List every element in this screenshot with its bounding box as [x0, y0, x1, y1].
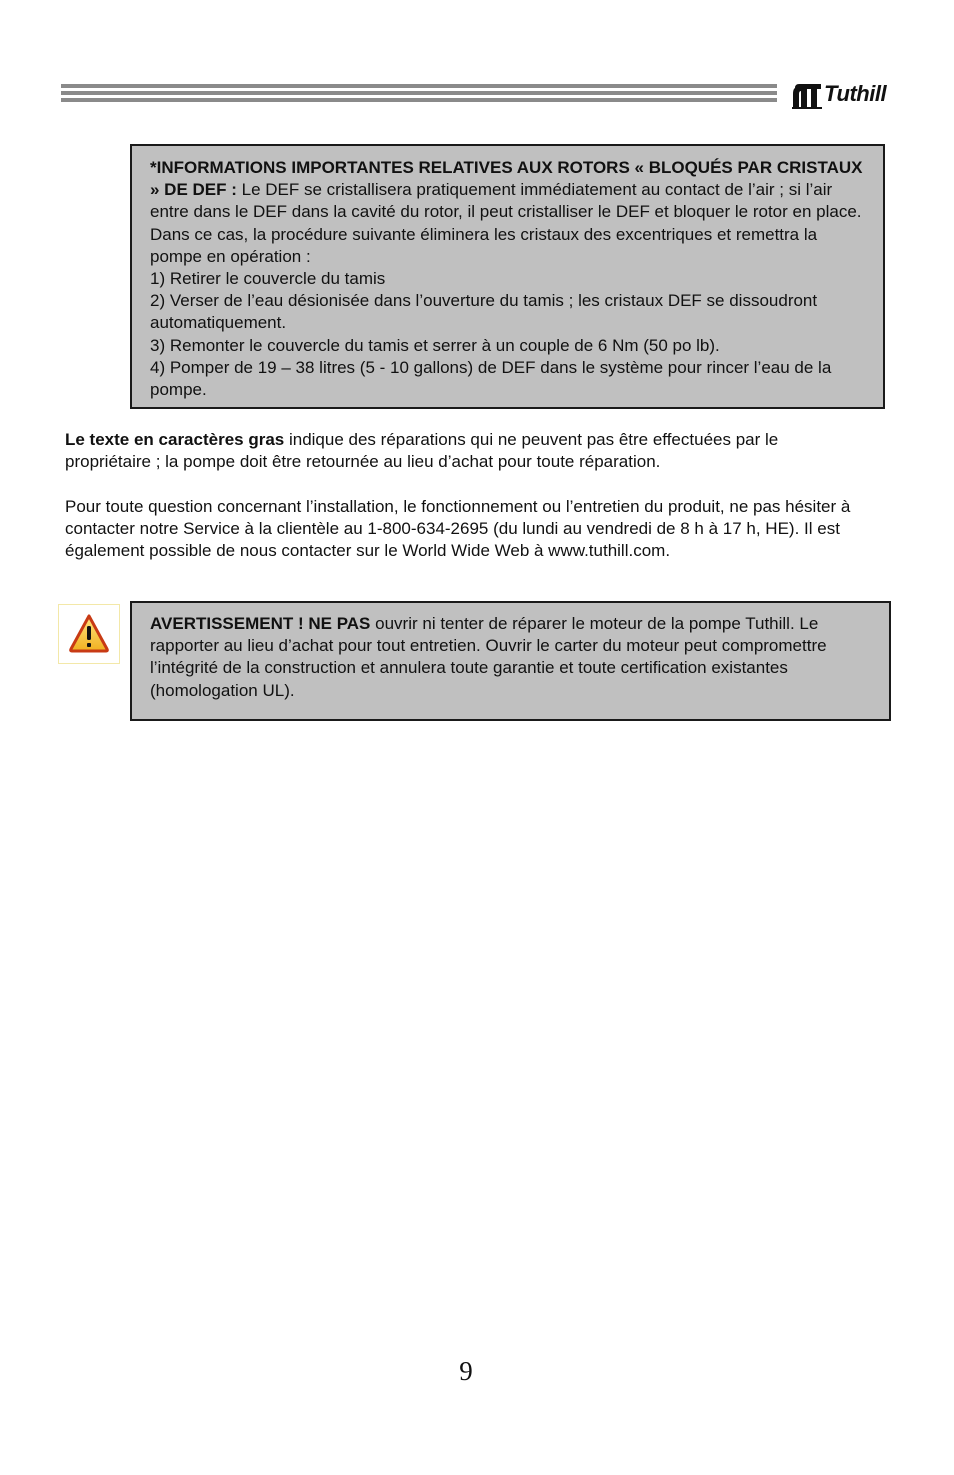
def-crystal-description: Le DEF se cristallisera pratiquement immédiatement au contact de l’air ; si l’air entre dans le DEF dans la cavité du rotor, il peut cristalliser le DEF et bloquer le rotor en place. Dans ce cas, la procédure suivante éliminera les cristaux des excentriques et remettra la pompe en opération :: [150, 180, 862, 266]
def-crystal-heading: *INFORMATIONS IMPORTANTES RELATIVES AUX ROTORS « BLOQUÉS PAR CRISTAUX » DE DEF :: [150, 158, 863, 200]
bold-text-note: [65, 429, 865, 473]
page-number: 9: [459, 1356, 473, 1386]
warning-label: AVERTISSEMENT ! NE PAS: [150, 614, 371, 633]
contact-paragraph: Pour toute question concernant l’installation, le fonctionnement ou l’entretien du produit, ne pas hésiter à contacter notre Service à la clientèle au 1-800-634-2695 (du lundi au vendredi de 8 h à 17 h, HE). Il est également possible de nous contacter sur le World Wide Web à www.tuthill.com.: [65, 497, 851, 561]
procedure-step: 3) Remonter le couvercle du tamis et serrer à un couple de 6 Nm (50 po lb).: [150, 335, 720, 355]
bold-text-label: Le texte en caractères gras: [65, 430, 285, 449]
logo-wordmark: Tuthill: [824, 81, 887, 106]
tuthill-logo-mark-icon: [792, 80, 824, 110]
procedure-step: 1) Retirer le couvercle du tamis: [150, 269, 386, 289]
def-crystal-intro: [150, 157, 869, 268]
procedure-step: 4) Pomper de 19 – 38 litres (5 - 10 gallons) de DEF dans le système pour rincer l’eau de la pompe.: [150, 357, 832, 400]
warning-icon-frame: [58, 604, 120, 664]
tuthill-logo: [792, 80, 902, 110]
warning-triangle-icon: [59, 605, 119, 663]
bold-text-description: indique des réparations qui ne peuvent pas être effectuées par le propriétaire ; la pompe doit être retournée au lieu d’achat pour toute réparation.: [65, 430, 779, 472]
warning-description: ouvrir ni tenter de réparer le moteur de la pompe Tuthill. Le rapporter au lieu d’achat pour tout entretien. Ouvrir le carter du moteur peut compromettre l’intégrité de la construction et annulera toute garantie et toute certification existantes (homologation UL).: [150, 614, 827, 700]
warning-box: [130, 601, 891, 721]
procedure-step: 2) Verser de l’eau désionisée dans l’ouverture du tamis ; les cristaux DEF se dissoudront automatiquement.: [150, 291, 818, 333]
header-rule-line: [61, 84, 777, 88]
header-rule: [61, 84, 777, 102]
header-rule-line: [61, 98, 777, 102]
header-rule-line: [61, 91, 777, 95]
warning-text: [150, 613, 875, 702]
def-crystal-info-box: [130, 144, 885, 409]
